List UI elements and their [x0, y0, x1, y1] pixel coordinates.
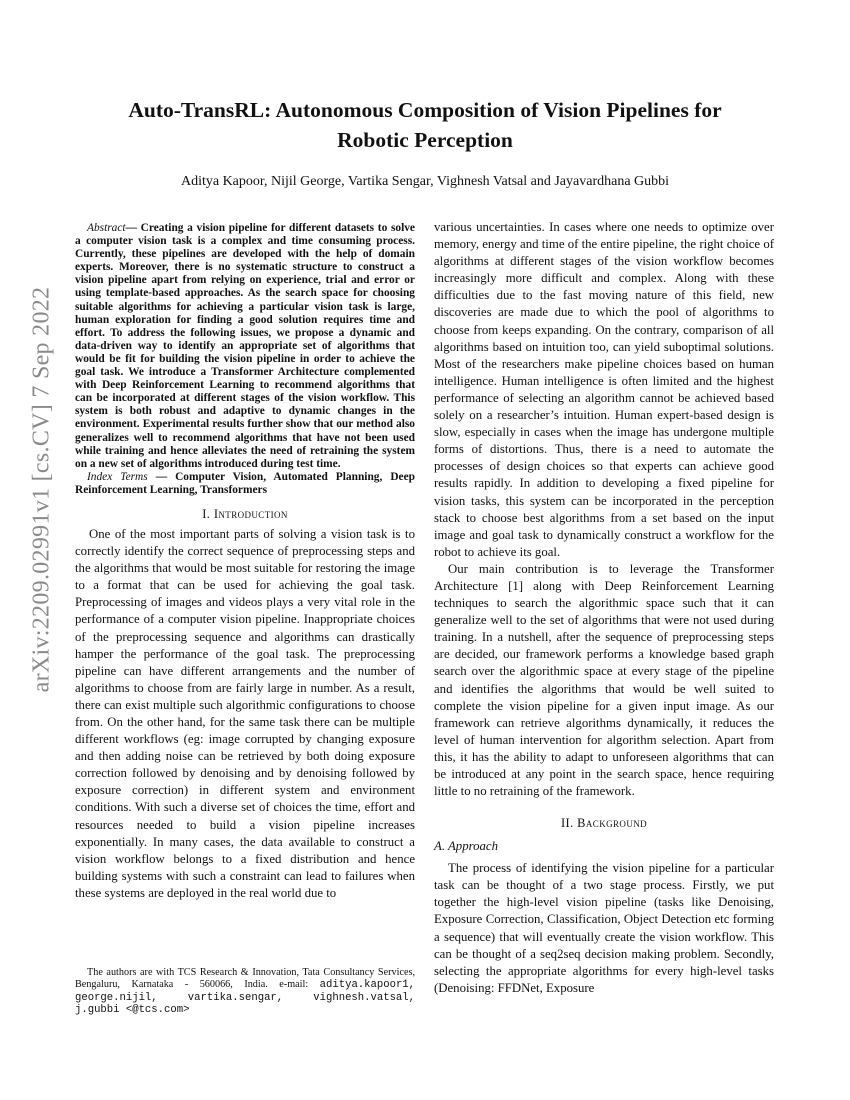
section-number: II. [560, 816, 574, 831]
title-line-1: Auto-TransRL: Autonomous Composition of Vision Pipelines for [128, 98, 722, 122]
arxiv-identifier: arXiv:2209.02991v1 [cs.CV] 7 Sep 2022 [28, 286, 55, 693]
footnote-emails: aditya.kapoor1, george.nijil, vartika.sengar, vighnesh.vatsal, j.gubbi <@tcs.com> [75, 979, 416, 1016]
approach-paragraph-1: The process of identifying the vision pipeline for a particular task can be thought of a two stage process. Firstly, we put together the high-level vision pipeline (tasks like Denoising, Exposure Correction, Classification, Object Detection etc forming a sequence) that will eventually create the vision workflow. This can be thought of a seq2seq decision making problem. Secondly, selecting the appropriate algorithms for every high-level tasks (Denoising: FFDNet, Exposure [434, 861, 774, 995]
intro-paragraph-continued: various uncertainties. In cases where one needs to optimize over memory, energy and time of the entire pipeline, the right choice of algorithms at different stages of the vision workflow becomes increasingly more difficult and complex. Along with these difficulties due to the fast moving nature of this field, new discoveries are made due to which the pool of algorithms to choose from keeps expanding. On the contrary, comparison of all algorithms based on intuition too, can yield suboptimal solutions. Most of the researchers make pipeline choices based on human intelligence. Human intelligence is often limited and the highest performance of selecting an algorithm cannot be achieved based solely on a researcher’s intuition. Human expert-based design is slow, especially in cases when the image has undergone multiple forms of distortions. Thus, there is a need to automate the processes of design choices so that experts can achieve good results rapidly. In addition to developing a fixed pipeline for vision tasks, this system can be incorporated in the perception stack to choose best algorithms from a set based on the input image and goal task to dynamically construct a workflow for the robot to achieve its goal. [434, 220, 774, 559]
index-terms-text: — Computer Vision, Automated Planning, Deep Reinforcement Learning, Transformers [75, 470, 415, 496]
section-title: Introduction [213, 506, 288, 521]
section-heading-introduction [75, 507, 415, 522]
contribution-paragraph: Our main contribution is to leverage the Transformer Architecture [1] along with Deep Reinforcement Learning techniques to search the algorithmic space such that it can generalize well to the set of algorithms that were not used during training. In a nutshell, after the sequence of preprocessing steps are decided, our framework performs a knowledge based graph search over the algorithmic space at every stage of the pipeline and identifies the algorithms that would be well suited to complete the vision pipeline for a given input image. As our framework can retrieve algorithms dynamically, it reduces the level of human intervention for algorithm selection. Apart from this, it has the ability to adapt to unforeseen algorithms that can be introduced at any point in the search space, hence requiring little to no retraining of the framework. [434, 561, 774, 799]
title-line-2: Robotic Perception [337, 128, 513, 152]
author-footnote [75, 967, 415, 1016]
index-terms [75, 471, 415, 497]
left-column [75, 222, 415, 902]
abstract [75, 222, 415, 471]
section-heading-background [434, 816, 774, 831]
author-list: Aditya Kapoor, Nijil George, Vartika Sengar, Vighnesh Vatsal and Jayavardhana Gubbi [180, 174, 670, 189]
abstract-text: — Creating a vision pipeline for different datasets to solve a computer vision task is a complex and time consuming process. Currently, these pipelines are developed with the help of domain experts. Moreover, there is no systematic structure to construct a vision pipeline apart from relying on experience, trial and error or using template-based approaches. As the search space for choosing suitable algorithms for achieving a particular vision task is large, human exploration for finding a good solution requires time and effort. To address the following issues, we propose a dynamic and data-driven way to identify an appropriate set of algorithms that would be fit for building the vision pipeline in order to achieve the goal task. We introduce a Transformer Architecture complemented with Deep Reinforcement Learning to recommend algorithms that can be incorporated at different stages of the vision workflow. This system is both robust and adaptive to dynamic changes in the environment. Experimental results further show that our method also generalizes well to recommend algorithms that have not been used while training and hence alleviates the need of retraining the system on a new set of algorithms introduced during test time. [75, 222, 415, 470]
intro-paragraph-1: One of the most important parts of solving a vision task is to correctly identify the correct sequence of preprocessing steps and the algorithms that would be most suitable for restoring the image to a format that can be used for achieving the goal task. Preprocessing of images and videos plays a very vital role in the performance of a computer vision pipeline. Inappropriate choices of the preprocessing sequence and algorithms can drastically hamper the performance of the goal task. The preprocessing pipeline can have different arrangements and the number of algorithms to choose from are fairly large in number. As a result, there can exist multiple such algorithmic configurations to choose from. On the other hand, for the same task there can be multiple different workflows (eg: image corrupted by changing exposure and then adding noise can be retrieved by both doing exposure correction followed by denoising and by denoising followed by exposure correction) in different system and environment conditions. With such a diverse set of choices the time, effort and resources needed to build a vision pipeline increases exponentially. In many cases, the data available to construct a vision workflow belongs to a fixed distribution and hence building systems with such a constraint can lead to failures when these systems are deployed in the real world due to [75, 526, 415, 900]
index-terms-label: Index Terms [87, 470, 148, 483]
section-title: Background [577, 816, 648, 831]
abstract-label: Abstract [87, 222, 126, 234]
footnote-text: The authors are with TCS Research & Innovation, Tata Consultancy Services, Bengaluru, Karnataka - 560066, India. e-mail: [75, 967, 415, 991]
right-column [434, 219, 774, 997]
subsection-heading-approach: A. Approach [434, 839, 498, 854]
section-number: I. [202, 506, 211, 521]
arxiv-side-stamp [22, 286, 62, 693]
paper-title [60, 95, 790, 155]
